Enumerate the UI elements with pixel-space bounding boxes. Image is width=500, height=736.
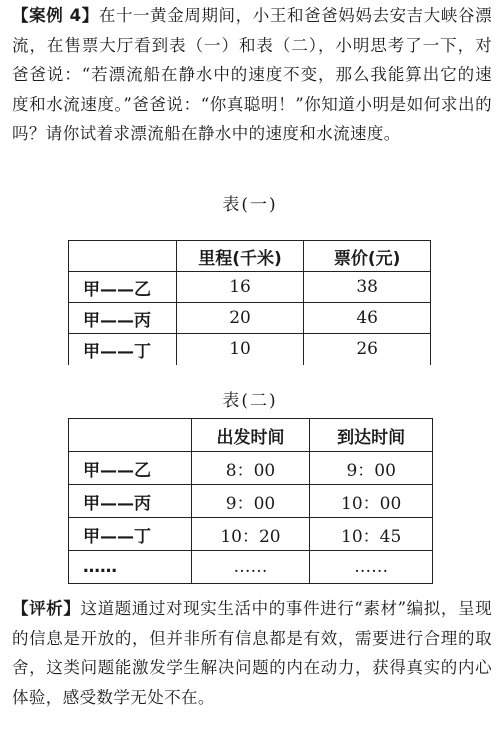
ellipsis-cell: ……: [69, 551, 192, 584]
fare-table: [68, 240, 431, 365]
table1-caption: 表(一): [222, 195, 278, 215]
arrival-cell: 10：45: [310, 518, 433, 551]
header-cell: [69, 419, 192, 452]
table-row: [69, 551, 433, 584]
header-cell: 票价(元): [304, 241, 431, 272]
arrival-cell: 10：00: [310, 485, 433, 518]
header-cell: 里程(千米): [176, 241, 304, 272]
analysis-label: 【评析】: [12, 599, 81, 618]
departure-cell: 9：00: [191, 485, 310, 518]
table-header-row: [69, 419, 433, 452]
header-cell: 出发时间: [191, 419, 310, 452]
route-cell: 甲——丙: [69, 485, 192, 518]
table-row: [69, 485, 433, 518]
ellipsis-cell: ……: [310, 551, 433, 584]
analysis-paragraph: [12, 594, 492, 712]
header-cell: 到达时间: [310, 419, 433, 452]
table2-caption: 表(二): [222, 391, 278, 411]
case-paragraph: [12, 1, 492, 149]
route-cell: 甲——乙: [69, 272, 177, 303]
departure-cell: 8：00: [191, 452, 310, 485]
price-cell: 26: [304, 334, 431, 365]
table-row: [69, 334, 431, 365]
price-cell: 46: [304, 303, 431, 334]
case-text: 在十一黄金周期间，小王和爸爸妈妈去安吉大峡谷漂流，在售票大厅看到表（一）和表（二），小明思考了一下，对爸爸说：“若漂流船在静水中的速度不变，那么我能算出它的速度和水流速度。”爸爸说：“你真聪明！”你知道小明是如何求出的吗？请你试着求漂流船在静水中的速度和水流速度。: [12, 6, 492, 143]
table-row: [69, 272, 431, 303]
route-cell: 甲——丁: [69, 518, 192, 551]
ellipsis-cell: ……: [191, 551, 310, 584]
route-cell: 甲——丙: [69, 303, 177, 334]
analysis-text: 这道题通过对现实生活中的事件进行“素材”编拟，呈现的信息是开放的，但并非所有信息都是有效，需要进行合理的取舍，这类问题能激发学生解决问题的内在动力，获得真实的内心体验，感受数学无处不在。: [12, 599, 492, 707]
price-cell: 38: [304, 272, 431, 303]
distance-cell: 16: [176, 272, 304, 303]
arrival-cell: 9：00: [310, 452, 433, 485]
distance-cell: 10: [176, 334, 304, 365]
schedule-table: [68, 418, 433, 584]
table-header-row: [69, 241, 431, 272]
table-row: [69, 518, 433, 551]
distance-cell: 20: [176, 303, 304, 334]
table-row: [69, 452, 433, 485]
route-cell: 甲——乙: [69, 452, 192, 485]
departure-cell: 10：20: [191, 518, 310, 551]
case-label: 【案例 4】: [12, 6, 99, 25]
header-cell: [69, 241, 177, 272]
route-cell: 甲——丁: [69, 334, 177, 365]
table-row: [69, 303, 431, 334]
